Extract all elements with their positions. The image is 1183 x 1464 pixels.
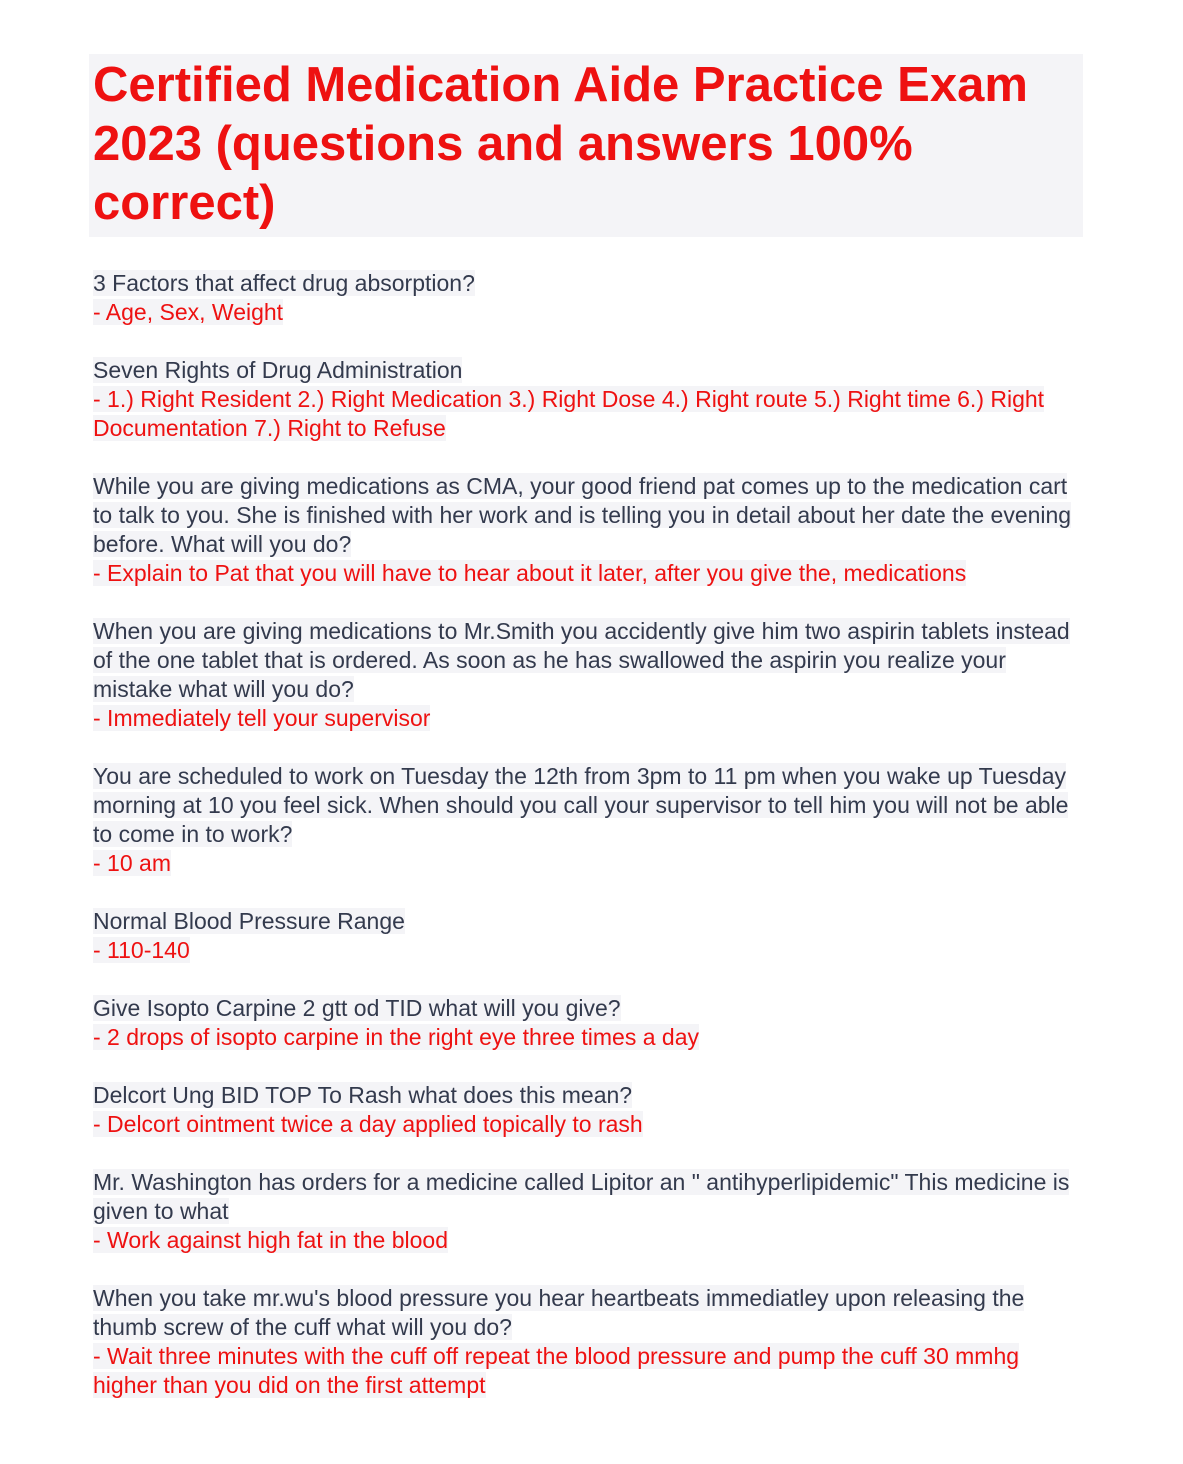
answer-text: - 2 drops of isopto carpine in the right eye three times a day (93, 1024, 699, 1050)
document-title: Certified Medication Aide Practice Exam 2023 (questions and answers 100% correct) (93, 58, 1028, 230)
answer-text: - Age, Sex, Weight (93, 299, 284, 325)
qa-item (93, 1168, 1083, 1255)
qa-item (93, 762, 1083, 878)
question-text: You are scheduled to work on Tuesday the 12th from 3pm to 11 pm when you wake up Tuesday morning at 10 you feel sick. When should you call your supervisor to tell him you will not be able to come in to work? (93, 763, 1069, 847)
qa-list (89, 269, 1083, 1400)
answer-text: - Work against high fat in the blood (93, 1227, 449, 1253)
qa-item (93, 356, 1083, 443)
question-text: Give Isopto Carpine 2 gtt od TID what will you give? (93, 995, 621, 1021)
qa-item (93, 1081, 1083, 1139)
answer-text: - Wait three minutes with the cuff off repeat the blood pressure and pump the cuff 30 mmhg higher than you did on the first attempt (93, 1343, 1020, 1398)
qa-item (93, 994, 1083, 1052)
qa-item (93, 1284, 1083, 1400)
document-page (89, 54, 1083, 1429)
title-block (89, 54, 1083, 237)
question-text: When you take mr.wu's blood pressure you hear heartbeats immediatley upon releasing the thumb screw of the cuff what will you do? (93, 1285, 1025, 1340)
answer-text: - 110-140 (93, 937, 190, 963)
qa-item (93, 472, 1083, 588)
question-text: When you are giving medications to Mr.Smith you accidently give him two aspirin tablets instead of the one tablet that is ordered. As soon as he has swallowed the aspirin you realize your mistake what will you do? (93, 618, 1070, 702)
question-text: 3 Factors that affect drug absorption? (93, 270, 475, 296)
qa-item (93, 907, 1083, 965)
answer-text: - 1.) Right Resident 2.) Right Medication 3.) Right Dose 4.) Right route 5.) Right time 6.) Right Documentation 7.) Right to Refuse (93, 386, 1045, 441)
answer-text: - Delcort ointment twice a day applied topically to rash (93, 1111, 643, 1137)
qa-item (93, 269, 1083, 327)
answer-text: - 10 am (93, 850, 171, 876)
question-text: Delcort Ung BID TOP To Rash what does this mean? (93, 1082, 633, 1108)
question-text: Normal Blood Pressure Range (93, 908, 405, 934)
answer-text: - Explain to Pat that you will have to hear about it later, after you give the, medications (93, 560, 967, 586)
answer-text: - Immediately tell your supervisor (93, 705, 431, 731)
question-text: Mr. Washington has orders for a medicine called Lipitor an " antihyperlipidemic" This medicine is given to what (93, 1169, 1070, 1224)
question-text: Seven Rights of Drug Administration (93, 357, 463, 383)
qa-item (93, 617, 1083, 733)
question-text: While you are giving medications as CMA, your good friend pat comes up to the medication cart to talk to you. She is finished with her work and is telling you in detail about her date the evening before. What will you do? (93, 473, 1072, 557)
